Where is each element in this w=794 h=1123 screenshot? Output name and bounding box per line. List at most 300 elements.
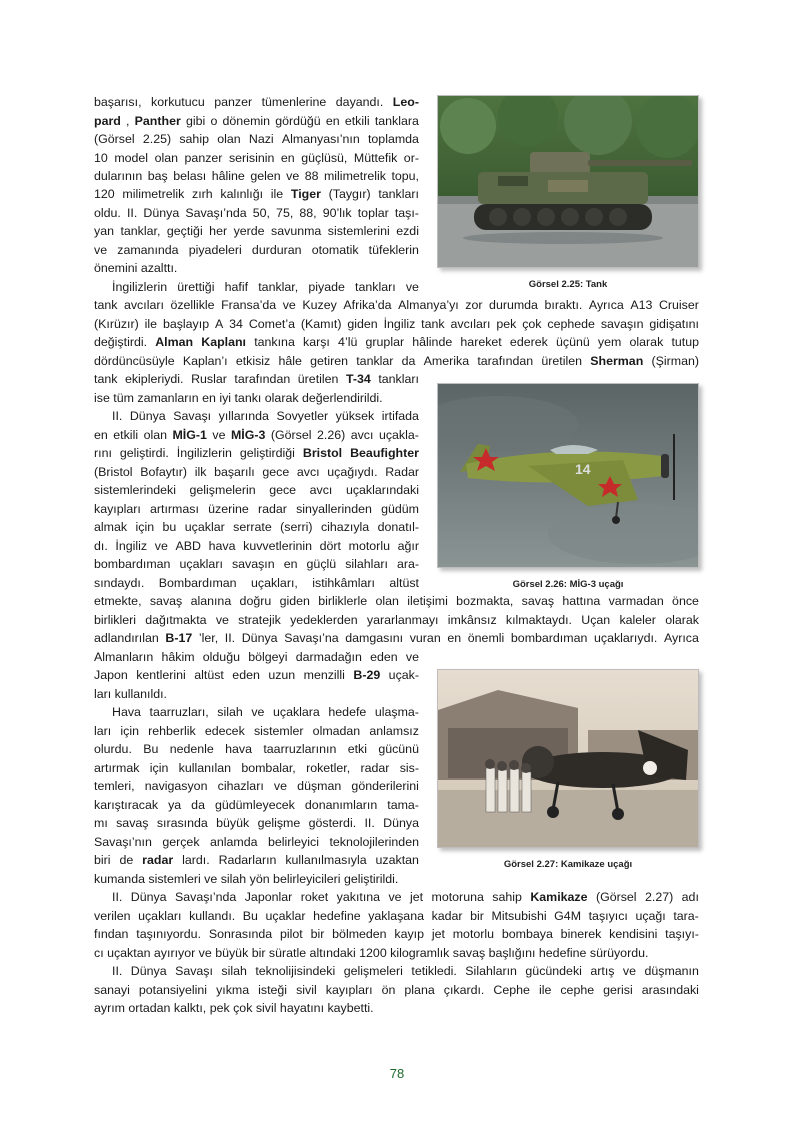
text-run: yıkma <box>216 983 250 997</box>
text-run: dı. <box>94 539 108 553</box>
text-run: yem <box>597 335 622 349</box>
text-line <box>94 796 419 814</box>
text-run: Kuzey <box>302 298 337 312</box>
text-run: (Görsel <box>94 132 135 146</box>
text-run: damgasını <box>345 631 404 645</box>
text-run: değiştirdi. <box>94 335 148 349</box>
text-run: tankları <box>378 372 419 386</box>
text-run: ürettiği <box>177 280 215 294</box>
bold-term: Kaplanı <box>201 335 247 349</box>
text-line <box>94 759 419 777</box>
text-run: panzer <box>214 95 253 109</box>
text-run: ve <box>405 280 419 294</box>
bold-term: B-29 <box>353 668 381 682</box>
text-run: hâlinde <box>412 335 453 349</box>
text-run: bombardıman <box>510 631 588 645</box>
text-run: dularının <box>94 169 143 183</box>
text-line <box>94 833 419 851</box>
text-line <box>94 666 419 684</box>
text-run: uçakları <box>138 909 182 923</box>
text-run: bu <box>162 520 177 534</box>
text-run: tanklar <box>356 354 394 368</box>
text-run: Dünya <box>241 631 278 645</box>
text-run: Cephe <box>493 983 530 997</box>
text-run: savaş <box>149 594 183 608</box>
text-run: avcıları <box>450 317 491 331</box>
text-run: hareket <box>460 335 502 349</box>
text-run: de <box>119 853 134 867</box>
text-run: motoruna <box>431 890 484 904</box>
text-run: ekipleriydi. <box>124 372 184 386</box>
text-run: II. <box>126 206 138 220</box>
text-run: Savaşı <box>175 964 213 978</box>
text-run: ABD <box>175 539 201 553</box>
text-run: (Kamıt) <box>300 317 342 331</box>
text-run: toplamda <box>367 132 419 146</box>
text-run: Uçan <box>581 613 611 627</box>
text-run: Ruslar <box>191 372 227 386</box>
text-line <box>94 463 419 481</box>
text-run: tank <box>94 372 118 386</box>
text-run: taarruzları, <box>149 705 209 719</box>
text-run: sındaydı. <box>94 576 145 590</box>
text-line <box>94 722 419 740</box>
text-run: topu, <box>391 169 419 183</box>
text-run: Bu <box>242 909 258 923</box>
text-run: gelişmelerin <box>189 483 256 497</box>
text-line <box>94 93 419 111</box>
figure-caption: Görsel 2.26: MİG-3 uçağı <box>512 579 624 590</box>
tank-photo <box>437 95 699 268</box>
text-run: cephede <box>547 317 595 331</box>
text-run: tara- <box>673 909 699 923</box>
text-run: en <box>325 114 340 128</box>
text-run: taarruzlarının <box>263 742 337 756</box>
text-run: uçaklar <box>265 909 306 923</box>
text-run: tüfeklerin <box>368 243 419 257</box>
text-run: uçaklara <box>272 705 320 719</box>
text-run: lardı. <box>182 853 210 867</box>
text-run: Hava <box>112 705 141 719</box>
text-run: kuvvetlerinin <box>243 539 312 553</box>
text-run: motorlu <box>452 927 495 941</box>
text-line <box>94 444 419 462</box>
text-run: ve <box>388 890 402 904</box>
text-run: sistemlerindeki <box>94 483 176 497</box>
text-run: yakıtına <box>336 890 381 904</box>
text-run: uçaklarıydı. <box>593 631 658 645</box>
text-run: etkili <box>344 114 370 128</box>
text-run: gerçek <box>162 835 200 849</box>
text-run: motorlu <box>348 539 390 553</box>
text-run: Afrika’da <box>343 298 392 312</box>
text-run: Silahların <box>465 964 517 978</box>
text-run: kullandı. <box>189 909 236 923</box>
text-run: tutup <box>671 335 699 349</box>
text-run: savaşın <box>231 557 275 571</box>
aircraft-photo <box>437 383 699 568</box>
text-run: Savaşı’nın <box>94 835 152 849</box>
figure-tank <box>437 95 699 290</box>
text-line <box>112 888 699 906</box>
text-run: silah <box>217 705 243 719</box>
text-run: II. <box>224 631 236 645</box>
figure-caption: Görsel 2.27: Kamikaze uçağı <box>503 859 633 870</box>
text-line <box>94 426 419 444</box>
text-run: olarak <box>629 335 664 349</box>
text-run: özellikle <box>170 298 215 312</box>
text-run: zor <box>465 298 483 312</box>
text-run: tankına <box>254 335 295 349</box>
text-run: en <box>283 557 298 571</box>
text-run: hava <box>225 742 253 756</box>
text-run: (Bristol <box>94 465 133 479</box>
text-run: baş <box>147 169 168 183</box>
text-run: Sovyetler <box>276 409 329 423</box>
text-run: potansiyelini <box>138 983 208 997</box>
text-run: İngiliz <box>115 539 148 553</box>
text-run: kılmaktaydı. <box>505 613 572 627</box>
text-run: varmadan <box>608 594 664 608</box>
text-run: durumda <box>489 298 538 312</box>
text-run: anlamda <box>210 835 258 849</box>
text-run: silahları <box>345 557 388 571</box>
text-run: rını <box>94 446 112 460</box>
text-run: Cruiser <box>658 298 699 312</box>
text-run: 2.27) <box>644 890 674 904</box>
text-run: tankları <box>378 187 419 201</box>
svg-text:14: 14 <box>575 461 591 477</box>
text-run: nedenle <box>169 742 214 756</box>
text-run: önemini azalttı. <box>94 261 178 275</box>
text-run: gibi <box>185 114 206 128</box>
text-run: isteği <box>258 983 288 997</box>
text-run: ları kullanıldı. <box>94 687 168 701</box>
text-run: birliklerle <box>318 594 368 608</box>
text-line <box>94 352 699 370</box>
text-run: Nazi <box>248 132 274 146</box>
text-run: 88, <box>299 206 317 220</box>
text-run: teknolojilerinden <box>329 835 419 849</box>
text-run: gösterdi. <box>308 816 357 830</box>
text-run: her <box>209 224 228 238</box>
text-run: ve <box>215 613 229 627</box>
text-run: savaşın <box>600 317 644 331</box>
text-run: başarısı, <box>94 95 142 109</box>
text-line <box>94 814 419 832</box>
text-run: uçakları, <box>251 576 298 590</box>
text-run: ulaşma- <box>374 705 419 719</box>
text-run: Amerika <box>423 354 470 368</box>
text-run: cihazıyla <box>320 520 370 534</box>
text-run: yerde <box>233 224 265 238</box>
text-run: avcıları <box>123 298 164 312</box>
text-run: model <box>114 151 149 165</box>
text-run: korkutucu <box>151 95 205 109</box>
text-line <box>94 981 699 999</box>
text-run: karıştıracak <box>94 798 159 812</box>
text-run: bir <box>470 909 484 923</box>
text-line <box>94 574 419 592</box>
text-run: toplar <box>357 206 389 220</box>
text-line <box>94 296 699 314</box>
text-run: uçakla- <box>378 428 419 442</box>
text-run: (Görsel <box>270 428 312 442</box>
text-run: zamanında <box>117 243 179 257</box>
text-run: üretilen <box>541 354 583 368</box>
text-run: (Taygır) <box>328 187 371 201</box>
text-run: giden <box>279 594 310 608</box>
text-run: Ayrıca <box>588 298 624 312</box>
text-run: zırh <box>192 187 213 201</box>
text-line <box>94 149 419 167</box>
text-run: roketler, <box>306 761 351 775</box>
text-run: ve <box>282 298 296 312</box>
text-run: geçtiği <box>166 224 203 238</box>
text-run: güdümleyecek <box>214 798 295 812</box>
text-run: vuran <box>409 631 441 645</box>
bold-term: pard <box>94 114 121 128</box>
text-run: uçakları <box>179 557 223 571</box>
text-run: avcı <box>309 483 333 497</box>
text-run: Savaşı’nda <box>185 206 247 220</box>
text-run: taşıyı- <box>665 927 699 941</box>
bold-term: Kamikaze <box>530 890 588 904</box>
text-run: olurdu. <box>94 742 132 756</box>
text-run: en <box>447 631 462 645</box>
text-run: taşınıyordu. <box>136 927 202 941</box>
text-run: altüst <box>389 576 419 590</box>
text-run: İngiliz <box>383 317 416 331</box>
text-run: stratejik <box>238 613 281 627</box>
text-run: tama- <box>387 798 419 812</box>
text-run: için <box>120 724 139 738</box>
text-run: için <box>135 520 155 534</box>
text-run: büyük <box>216 816 250 830</box>
text-run: bozmakta, <box>456 594 514 608</box>
text-run: yıllarında <box>218 409 269 423</box>
bold-term: Sherman <box>590 354 644 368</box>
text-run: etki <box>347 742 367 756</box>
text-run: serisinin <box>228 151 275 165</box>
text-run: önemli <box>467 631 505 645</box>
text-run: biri <box>94 853 111 867</box>
text-run: tanklar, <box>258 280 299 294</box>
text-run: olduğu <box>202 650 240 664</box>
text-run: II. <box>364 816 375 830</box>
text-run: savunma <box>271 224 322 238</box>
text-line <box>94 870 419 888</box>
text-run: plana <box>404 983 435 997</box>
text-run: kayıpları <box>94 502 141 516</box>
text-run: piyadeleri <box>188 243 242 257</box>
text-run: tarafından <box>234 372 291 386</box>
bold-term: Beaufighter <box>350 446 419 460</box>
text-run: güçlü <box>306 557 337 571</box>
text-line <box>94 167 419 185</box>
text-run: cihazları <box>217 779 264 793</box>
text-line <box>94 333 699 351</box>
text-run: Bofaytır) <box>140 465 188 479</box>
text-run: için <box>149 761 169 775</box>
text-run: imkânsız <box>447 613 497 627</box>
text-line <box>94 241 419 259</box>
bold-term: Leo- <box>392 95 419 109</box>
text-run: Japonlar <box>244 890 293 904</box>
text-line <box>94 259 419 277</box>
text-run: 2.26) <box>316 428 346 442</box>
text-run: dört <box>319 539 341 553</box>
text-run: ise tüm zamanların en iyi tankı olarak değerlendirildi. <box>94 391 383 405</box>
text-run: hâle <box>278 354 302 368</box>
text-run: irtifada <box>381 409 419 423</box>
text-run: kadar <box>431 909 463 923</box>
text-run: sistemler <box>253 724 304 738</box>
text-run: ve <box>286 169 300 183</box>
bold-term: Bristol <box>302 446 343 460</box>
text-run: kalınlığı <box>220 187 264 201</box>
text-run: tank <box>421 317 445 331</box>
text-run: eden <box>232 668 260 682</box>
bold-term: Alman <box>155 335 194 349</box>
text-run: hafif <box>224 280 249 294</box>
text-run: güçlüsü, <box>301 151 348 165</box>
text-run: 120 <box>94 187 115 201</box>
text-run: ara- <box>396 557 419 571</box>
text-run: Bu <box>143 742 159 756</box>
text-run: tankları <box>355 280 396 294</box>
text-run: tümenlerine <box>261 95 327 109</box>
text-run: kullanılan <box>178 761 232 775</box>
text-line <box>94 925 699 943</box>
text-run: eden <box>370 650 398 664</box>
text-line <box>112 278 419 296</box>
text-run: (Kırüzır) <box>94 317 139 331</box>
kamikaze-photo <box>437 669 699 848</box>
text-run: kayıpları <box>325 983 373 997</box>
text-run: ön <box>381 983 396 997</box>
text-run: piyade <box>308 280 345 294</box>
text-run: ve <box>251 705 265 719</box>
text-run: savaş <box>116 816 149 830</box>
text-run: pek <box>496 317 517 331</box>
text-run: üzerine <box>208 502 249 516</box>
text-run: güdüm <box>381 502 419 516</box>
text-run: İngilizlerin <box>112 280 168 294</box>
text-run: arasındaki <box>641 983 699 997</box>
text-run: etmekte, <box>94 594 142 608</box>
text-run: 75, <box>276 206 294 220</box>
text-run: en <box>94 428 108 442</box>
text-run: Savaşı’nda <box>175 890 237 904</box>
text-run: karşı <box>303 335 330 349</box>
text-line <box>94 555 419 573</box>
text-run: doğru <box>239 594 272 608</box>
text-run: düşmanın <box>644 964 699 978</box>
text-run: uçak- <box>388 668 419 682</box>
text-run: Radarların <box>218 853 277 867</box>
text-run: olan <box>217 132 241 146</box>
text-run: tank <box>94 298 118 312</box>
text-run: artış <box>590 964 615 978</box>
bold-term: B-17 <box>165 631 193 645</box>
text-run: bölgeyi <box>248 650 288 664</box>
text-line <box>94 907 699 925</box>
text-line <box>94 370 419 388</box>
text-run: ve <box>154 539 168 553</box>
text-run: ve <box>622 964 637 978</box>
text-line <box>94 685 419 703</box>
text-run: durduran <box>251 243 302 257</box>
text-run: dördüncüsüyle <box>94 354 175 368</box>
text-run: bombardıman <box>94 557 171 571</box>
text-run: bir <box>310 927 325 941</box>
text-run: cephe <box>560 983 595 997</box>
text-run: en <box>280 151 295 165</box>
text-run: adı <box>681 890 699 904</box>
text-line <box>94 518 419 536</box>
text-run: ayrım ortadan kalktı, pek çok sivil hayatını kaybetti. <box>94 1001 374 1015</box>
text-run: 10 <box>94 151 108 165</box>
text-run: ları <box>94 724 112 738</box>
text-line <box>94 389 419 407</box>
text-run: kumanda sistemleri ve silah yön belirleyicileri geliştirildi. <box>94 872 399 886</box>
text-line <box>94 629 699 647</box>
text-run: yedeklerden <box>290 613 358 627</box>
text-run: tanklar, <box>120 224 161 238</box>
text-run: (serri) <box>280 520 313 534</box>
text-run: Almanya’yı <box>398 298 459 312</box>
text-run: geliştirdi. <box>119 446 169 460</box>
text-run: etkisiz <box>235 354 271 368</box>
text-run: da <box>191 798 205 812</box>
text-run: serrate <box>233 520 272 534</box>
text-run: tarafından <box>477 354 534 368</box>
text-line <box>112 962 699 980</box>
text-run: 50, <box>252 206 270 220</box>
text-run: iletişimi <box>407 594 448 608</box>
text-run: Ayrıca <box>663 631 699 645</box>
text-run: G4M <box>554 909 582 923</box>
text-line <box>94 851 419 869</box>
text-run: olan <box>154 151 179 165</box>
text-run: gece <box>262 465 290 479</box>
text-run: II. <box>112 964 123 978</box>
text-run: gönderilerini <box>351 779 419 793</box>
text-run: sanayi <box>94 983 130 997</box>
text-run: Almanyası’nın <box>281 132 360 146</box>
text-run: Fransa’da <box>221 298 277 312</box>
text-run: navigasyon <box>144 779 208 793</box>
text-run: 88 <box>304 169 319 183</box>
figure-caption: Görsel 2.25: Tank <box>528 279 608 290</box>
page-number: 78 <box>389 1066 405 1081</box>
text-run: temleri, <box>94 779 135 793</box>
text-line <box>94 611 699 629</box>
text-line <box>94 777 419 795</box>
text-run: sistemlerini <box>327 224 390 238</box>
text-run: hâkim <box>161 650 195 664</box>
text-run: ve <box>94 243 108 257</box>
text-line <box>94 592 699 610</box>
text-run: giden <box>347 317 378 331</box>
text-run: Savaşı <box>173 409 212 423</box>
text-run: birlikleri <box>94 613 136 627</box>
text-run: almak <box>94 520 128 534</box>
text-line <box>112 407 419 425</box>
text-line <box>94 481 419 499</box>
text-run: kaleler <box>619 613 656 627</box>
